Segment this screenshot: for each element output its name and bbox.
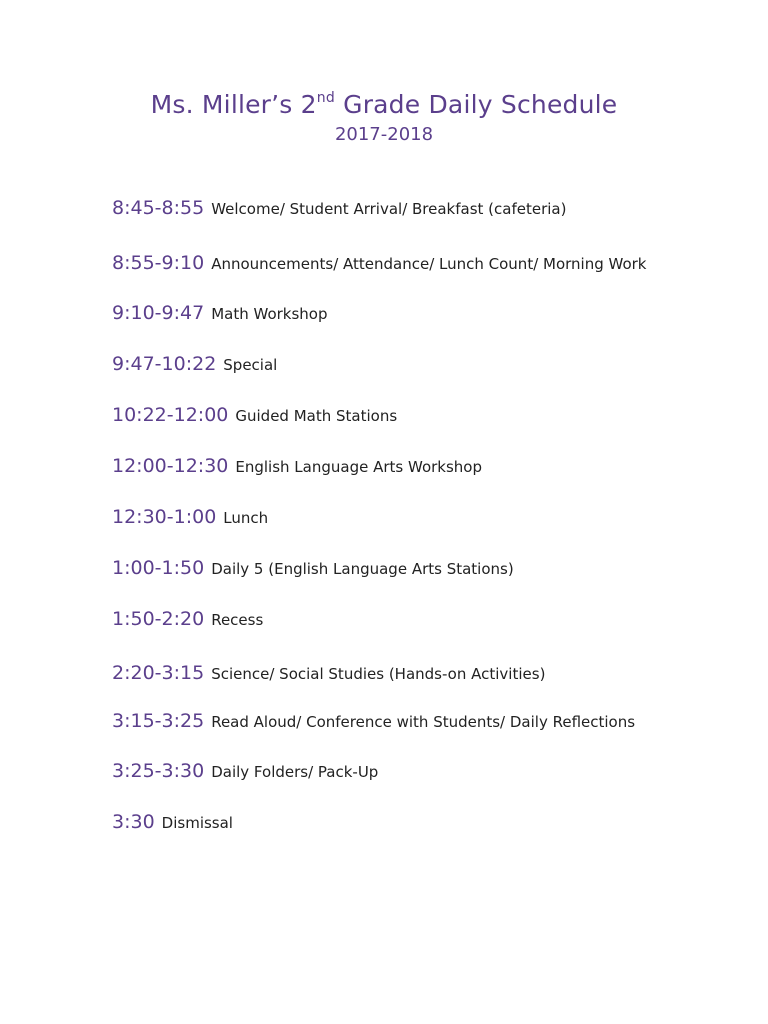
school-year: 2017-2018	[334, 124, 434, 145]
activity-label: Announcements/ Attendance/ Lunch Count/ Morning Work	[211, 255, 647, 273]
time-range: 12:30-1:00	[112, 506, 217, 528]
activity-label: Guided Math Stations	[235, 407, 398, 425]
schedule-row	[112, 252, 647, 274]
time-range: 10:22-12:00	[112, 404, 229, 426]
schedule-row	[112, 557, 514, 579]
time-range: 12:00-12:30	[112, 455, 229, 477]
activity-label: Welcome/ Student Arrival/ Breakfast (cafeteria)	[211, 200, 567, 218]
time-range: 1:00-1:50	[112, 557, 205, 579]
title-prefix: Ms. Miller’s 2	[150, 90, 317, 119]
time-range: 3:30	[112, 811, 155, 833]
activity-label: Math Workshop	[211, 305, 328, 323]
schedule-row	[112, 662, 545, 684]
time-range: 3:15-3:25	[112, 710, 205, 732]
schedule-row	[112, 302, 328, 324]
activity-label: Lunch	[223, 509, 269, 527]
activity-label: Daily 5 (English Language Arts Stations)	[211, 560, 514, 578]
title-suffix: Grade Daily Schedule	[334, 90, 618, 119]
schedule-row	[112, 760, 378, 782]
time-range: 8:45-8:55	[112, 197, 205, 219]
schedule-row	[112, 608, 263, 630]
time-range: 3:25-3:30	[112, 760, 205, 782]
activity-label: Special	[223, 356, 278, 374]
activity-label: Science/ Social Studies (Hands-on Activities)	[211, 665, 546, 683]
page-title	[0, 90, 768, 119]
activity-label: Daily Folders/ Pack-Up	[211, 763, 379, 781]
time-range: 1:50-2:20	[112, 608, 205, 630]
schedule-row	[112, 811, 233, 833]
schedule-row	[112, 455, 482, 477]
time-range: 8:55-9:10	[112, 252, 205, 274]
schedule-row	[112, 710, 635, 732]
schedule-row	[112, 353, 277, 375]
schedule-row	[112, 404, 397, 426]
activity-label: Dismissal	[161, 814, 233, 832]
schedule-row	[112, 506, 268, 528]
activity-label: Recess	[211, 611, 264, 629]
activity-label: Read Aloud/ Conference with Students/ Daily Reflections	[211, 713, 636, 731]
activity-label: English Language Arts Workshop	[235, 458, 482, 476]
title-superscript: nd	[316, 89, 335, 106]
time-range: 9:47-10:22	[112, 353, 217, 375]
time-range: 2:20-3:15	[112, 662, 205, 684]
time-range: 9:10-9:47	[112, 302, 205, 324]
schedule-row	[112, 197, 566, 219]
